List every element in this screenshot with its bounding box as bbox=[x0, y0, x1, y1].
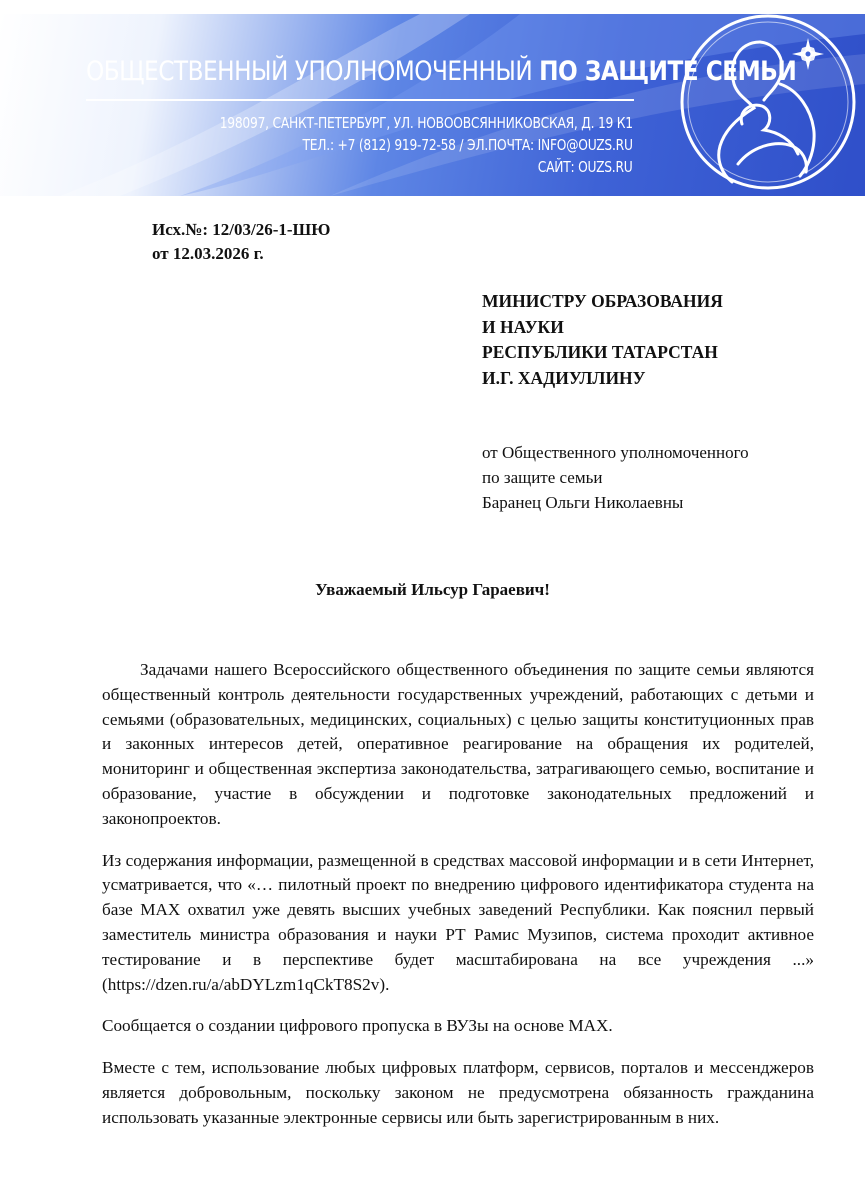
title-rule bbox=[86, 99, 634, 101]
body-paragraph: Из содержания информации, размещенной в средствах массовой информации и в сети Интернет, усматривается, что «… пилотный проект по внедрению цифрового идентификатора студента на базе МАХ охватил уже девять высших учебных заведений Республики. Как пояснил первый заместитель министра образования и науки РТ Рамис Музипов, система проходит активное тестирование и в перспективе будет масштабирована на все учреждения ...» (https://dzen.ru/a/abDYLzm1qCkT8S2v). bbox=[102, 850, 814, 994]
reference-date: от 12.03.2026 г. bbox=[152, 244, 264, 263]
letterhead-banner bbox=[0, 14, 865, 196]
addressee-line: И.Г. ХАДИУЛЛИНУ bbox=[482, 367, 646, 388]
sender-line: от Общественного уполномоченного bbox=[482, 443, 749, 462]
org-address: 198097, САНКТ-ПЕТЕРБУРГ, УЛ. НОВООВСЯННИКОВСКАЯ, Д. 19 К1 bbox=[219, 114, 633, 132]
addressee-block bbox=[482, 289, 723, 391]
org-name-regular: ОБЩЕСТВЕННЫЙ УПОЛНОМОЧЕННЫЙ bbox=[86, 56, 533, 87]
addressee-line: И НАУКИ bbox=[482, 316, 564, 337]
sender-block bbox=[482, 440, 749, 515]
body-paragraph: Вместе с тем, использование любых цифровых платформ, сервисов, порталов и мессенджеров является добровольным, поскольку законом не предусмотрена обязанность гражданина использовать указанные электронные сервисы или быть зарегистрированным в них. bbox=[102, 1058, 814, 1127]
sender-line: по защите семьи bbox=[482, 468, 603, 487]
sender-line: Баранец Ольги Николаевны bbox=[482, 493, 684, 512]
body-paragraph: Сообщается о создании цифрового пропуска в ВУЗы на основе МАХ. bbox=[102, 1016, 613, 1036]
outgoing-reference bbox=[152, 218, 330, 266]
org-site: САЙТ: OUZS.RU bbox=[538, 158, 633, 176]
org-phone-email: ТЕЛ.: +7 (812) 919-72-58 / ЭЛ.ПОЧТА: INFO@OUZS.RU bbox=[302, 136, 633, 154]
body-paragraph: Задачами нашего Всероссийского общественного объединения по защите семьи являются общественный контроль деятельности государственных учреждений, работающих с детьми и семьями (образовательных, медицинских, социальных) с целью защиты конституционных прав и законных интересов детей, оперативное реагирование на обращения их родителей, мониторинг и общественная экспертиза законодательства, затрагивающего семью, воспитание и образование, участие в обсуждении и подготовке законодательных предложений и законопроектов. bbox=[102, 660, 814, 828]
org-name-bold: ПО ЗАЩИТЕ СЕМЬИ bbox=[539, 56, 797, 87]
greeting: Уважаемый Ильсур Гараевич! bbox=[315, 580, 550, 599]
addressee-line: МИНИСТРУ ОБРАЗОВАНИЯ bbox=[482, 291, 723, 311]
mother-child-star-emblem-icon bbox=[668, 14, 865, 196]
addressee-line: РЕСПУБЛИКИ ТАТАРСТАН bbox=[482, 342, 718, 362]
reference-number: Исх.№: 12/03/26-1-ШЮ bbox=[152, 220, 331, 239]
letter-body bbox=[102, 658, 814, 1148]
